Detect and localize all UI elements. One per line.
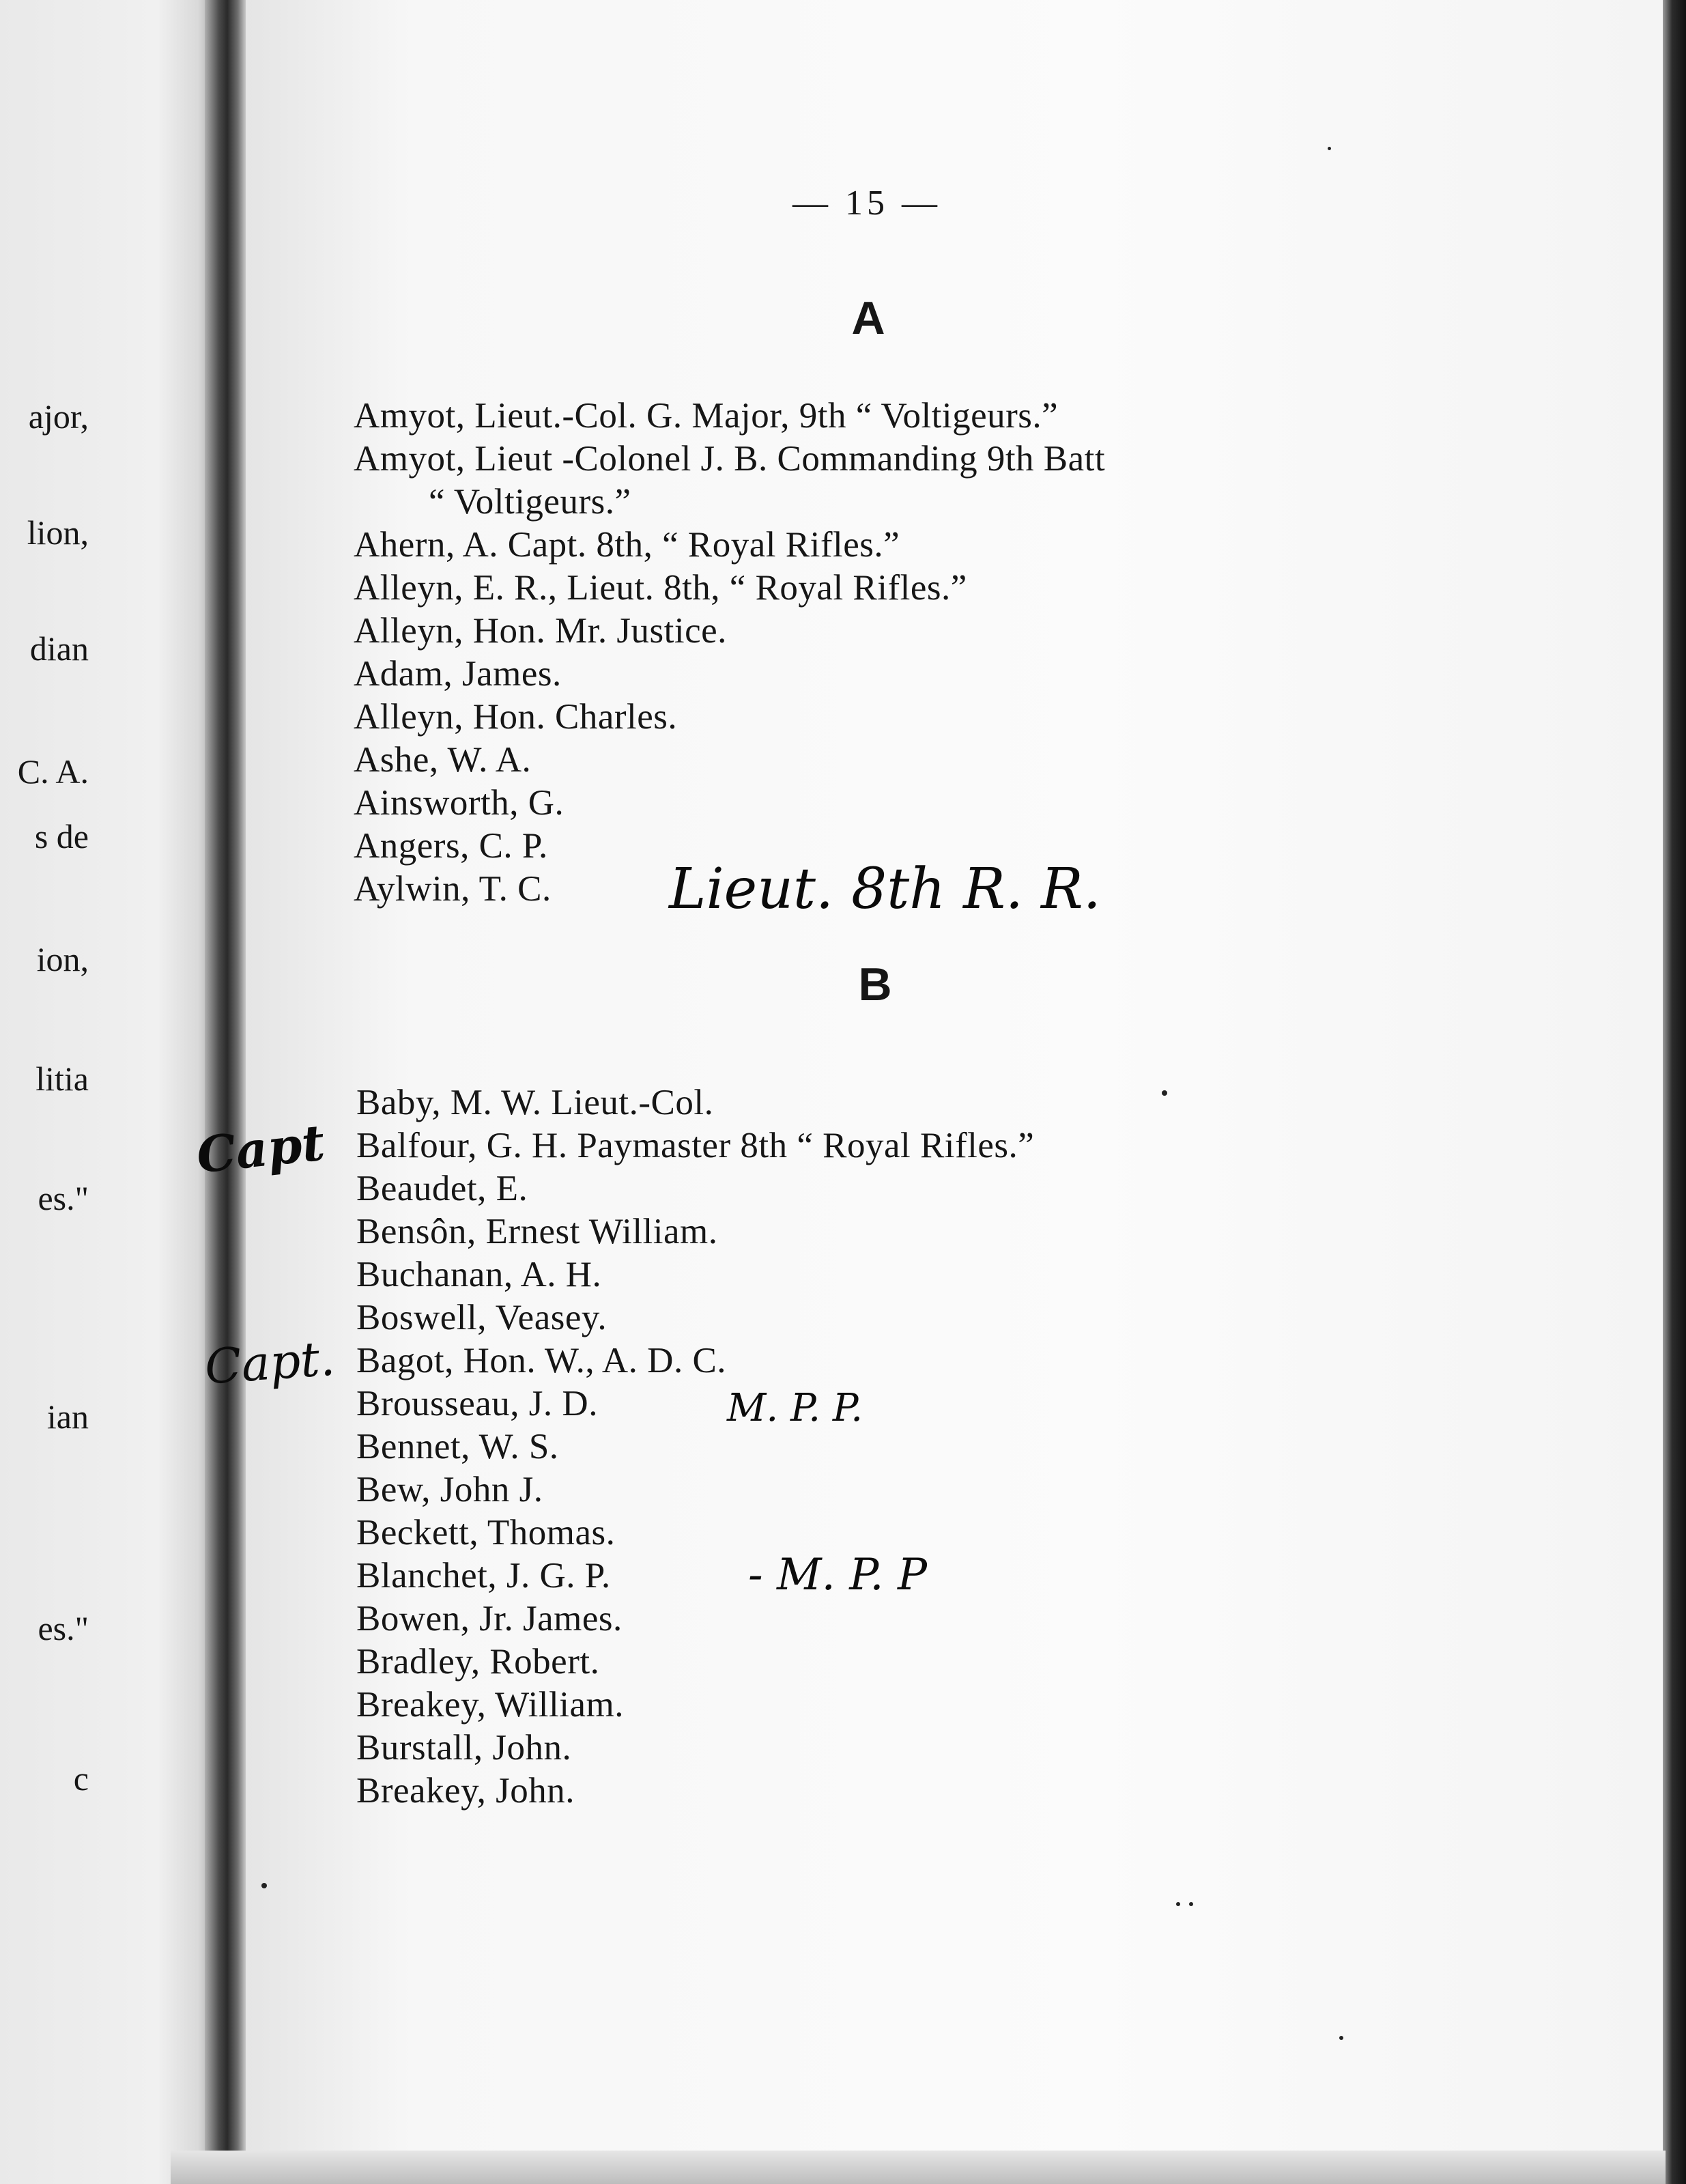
left-page-fragment: s de bbox=[34, 817, 89, 855]
list-item: Burstall, John. bbox=[356, 1728, 572, 1768]
list-item: Bew, John J. bbox=[356, 1470, 543, 1509]
list-item: Bradley, Robert. bbox=[356, 1642, 600, 1682]
left-page-fragment: ian bbox=[46, 1398, 89, 1436]
handwritten-annotation: M. P. P. bbox=[727, 1386, 863, 1430]
list-item: Alleyn, E. R., Lieut. 8th, “ Royal Rifles.” bbox=[354, 568, 967, 608]
list-item: Ahern, A. Capt. 8th, “ Royal Rifles.” bbox=[354, 525, 900, 565]
section-b-entries bbox=[356, 1081, 1034, 1813]
handwritten-annotation: - M. P. P bbox=[748, 1550, 928, 1600]
handwritten-annotation: Lieut. 8th R. R. bbox=[669, 857, 1101, 922]
print-speck bbox=[1162, 1090, 1167, 1096]
list-item: Bensôn, Ernest William. bbox=[356, 1212, 718, 1251]
list-item: Ainsworth, G. bbox=[354, 783, 565, 823]
left-page-fragment: es." bbox=[38, 1179, 89, 1217]
list-item: Bagot, Hon. W., A. D. C. bbox=[356, 1341, 727, 1380]
page-edge-shadow bbox=[1663, 0, 1686, 2184]
section-heading-a: A bbox=[851, 292, 885, 344]
page-bottom-edge bbox=[171, 2151, 1666, 2184]
list-item: Beaudet, E. bbox=[356, 1169, 528, 1208]
handwritten-margin-note: Capt. bbox=[203, 1330, 337, 1395]
list-item: Breakey, John. bbox=[356, 1771, 575, 1811]
list-item: Alleyn, Hon. Mr. Justice. bbox=[354, 611, 727, 651]
print-speck bbox=[1339, 2036, 1343, 2040]
handwritten-margin-note: Capt bbox=[194, 1113, 328, 1185]
list-item: Aylwin, T. C. bbox=[354, 869, 552, 909]
left-page-fragment: es." bbox=[38, 1609, 89, 1647]
page-number: — 15 — bbox=[792, 184, 941, 223]
list-item: Blanchet, J. G. P. bbox=[356, 1556, 611, 1596]
left-page-fragment: litia bbox=[35, 1060, 89, 1098]
list-item: Adam, James. bbox=[354, 654, 562, 694]
list-item: Alleyn, Hon. Charles. bbox=[354, 697, 678, 737]
list-item: Angers, C. P. bbox=[354, 826, 548, 866]
print-speck bbox=[261, 1883, 267, 1888]
list-item: Baby, M. W. Lieut.-Col. bbox=[356, 1083, 714, 1122]
list-item: Ashe, W. A. bbox=[354, 740, 532, 780]
print-speck bbox=[1189, 1902, 1193, 1906]
section-a-entries bbox=[354, 395, 1105, 911]
left-page-fragment: c bbox=[73, 1759, 89, 1798]
left-page-fragment: C. A. bbox=[17, 752, 89, 791]
list-item: Bowen, Jr. James. bbox=[356, 1599, 623, 1639]
list-item: Amyot, Lieut -Colonel J. B. Commanding 9th Batt bbox=[354, 439, 1106, 479]
list-item: Breakey, William. bbox=[356, 1685, 624, 1725]
left-page-fragment: dian bbox=[29, 629, 89, 668]
list-item: Bennet, W. S. bbox=[356, 1427, 559, 1466]
left-page-fragment: ion, bbox=[36, 940, 89, 978]
list-item: Brousseau, J. D. bbox=[356, 1384, 598, 1423]
print-speck bbox=[1176, 1902, 1180, 1906]
list-item: Buchanan, A. H. bbox=[356, 1255, 602, 1294]
section-heading-b: B bbox=[858, 959, 892, 1010]
left-page-fragment: lion, bbox=[27, 513, 89, 552]
list-item: Balfour, G. H. Paymaster 8th “ Royal Rifles.” bbox=[356, 1126, 1035, 1165]
list-item: Amyot, Lieut.-Col. G. Major, 9th “ Voltigeurs.” bbox=[354, 396, 1059, 436]
print-speck bbox=[1328, 147, 1331, 150]
left-page-fragment: ajor, bbox=[28, 397, 89, 436]
list-item: Boswell, Veasey. bbox=[356, 1298, 608, 1337]
book-gutter bbox=[205, 0, 246, 2184]
list-item: Beckett, Thomas. bbox=[356, 1513, 616, 1552]
list-item-continuation: “ Voltigeurs.” bbox=[429, 482, 631, 522]
